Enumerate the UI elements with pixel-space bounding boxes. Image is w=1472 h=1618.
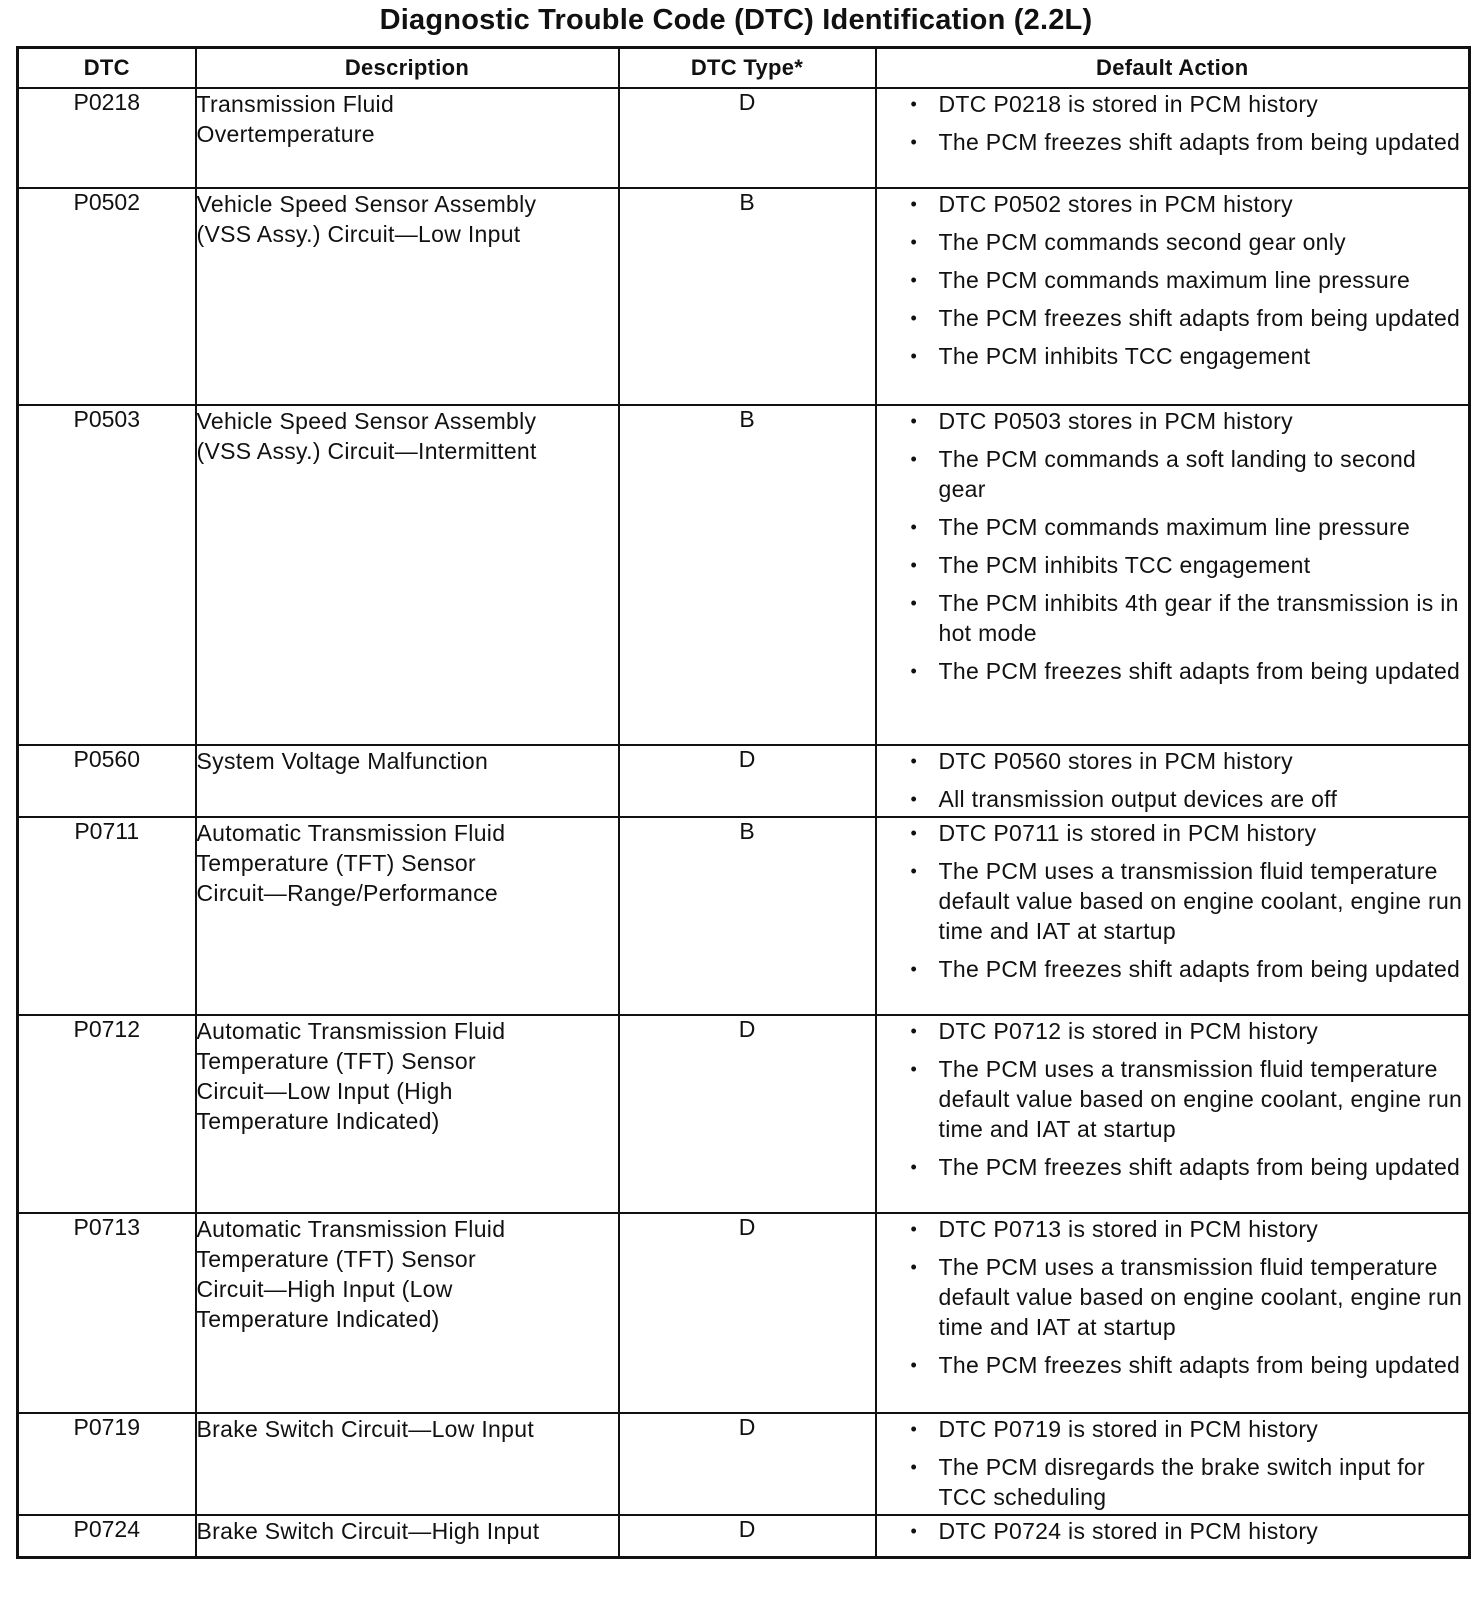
dtc-code-cell: P0711 — [18, 817, 196, 1015]
action-text: DTC P0711 is stored in PCM history — [938, 820, 1317, 846]
action-text: The PCM freezes shift adapts from being updated — [938, 1154, 1461, 1180]
dtc-action-cell — [876, 88, 1470, 188]
action-text: The PCM commands maximum line pressure — [938, 514, 1411, 540]
table-row — [18, 188, 1470, 405]
action-text: DTC P0724 is stored in PCM history — [938, 1518, 1319, 1544]
bullet-icon: • — [910, 751, 918, 771]
dtc-code-cell: P0713 — [18, 1213, 196, 1413]
dtc-description-cell: Automatic Transmission Fluid Temperature (TFT) Sensor Circuit—High Input (Low Temperature Indicated) — [196, 1213, 619, 1413]
list-item — [877, 1214, 1469, 1244]
action-text: The PCM inhibits 4th gear if the transmission is in hot mode — [938, 590, 1459, 646]
list-item — [877, 1252, 1469, 1342]
action-text: The PCM freezes shift adapts from being updated — [938, 1352, 1461, 1378]
bullet-icon: • — [910, 132, 918, 152]
bullet-icon: • — [910, 411, 918, 431]
list-item — [877, 588, 1469, 648]
dtc-type-cell: B — [619, 188, 876, 405]
bullet-icon: • — [910, 823, 918, 843]
list-item — [877, 1516, 1469, 1546]
bullet-icon: • — [910, 94, 918, 114]
list-item — [877, 341, 1469, 371]
list-item — [877, 818, 1469, 848]
table-row — [18, 817, 1470, 1015]
action-text: The PCM uses a transmission fluid temperature default value based on engine coolant, engine run time and IAT at startup — [938, 1254, 1463, 1340]
action-text: DTC P0713 is stored in PCM history — [938, 1216, 1319, 1242]
dtc-description-cell: System Voltage Malfunction — [196, 745, 619, 817]
dtc-action-cell — [876, 1015, 1470, 1213]
bullet-icon: • — [910, 1157, 918, 1177]
action-text: The PCM inhibits TCC engagement — [938, 552, 1311, 578]
action-text: The PCM freezes shift adapts from being updated — [938, 305, 1461, 331]
table-row — [18, 1515, 1470, 1557]
bullet-icon: • — [910, 449, 918, 469]
bullet-icon: • — [910, 1021, 918, 1041]
action-list — [877, 1414, 1469, 1512]
dtc-description-cell: Transmission Fluid Overtemperature — [196, 88, 619, 188]
dtc-code-cell: P0502 — [18, 188, 196, 405]
dtc-action-cell — [876, 1515, 1470, 1557]
action-list — [877, 1016, 1469, 1182]
list-item — [877, 444, 1469, 504]
dtc-description-cell: Vehicle Speed Sensor Assembly (VSS Assy.) Circuit—Low Input — [196, 188, 619, 405]
list-item — [877, 784, 1469, 814]
action-text: The PCM commands maximum line pressure — [938, 267, 1411, 293]
dtc-action-cell — [876, 405, 1470, 745]
bullet-icon: • — [910, 1219, 918, 1239]
dtc-code-cell: P0560 — [18, 745, 196, 817]
table-row — [18, 1413, 1470, 1515]
list-item — [877, 954, 1469, 984]
bullet-icon: • — [910, 789, 918, 809]
action-text: DTC P0560 stores in PCM history — [938, 748, 1293, 774]
action-list — [877, 818, 1469, 984]
dtc-code-cell: P0712 — [18, 1015, 196, 1213]
list-item — [877, 1350, 1469, 1380]
action-text: DTC P0502 stores in PCM history — [938, 191, 1293, 217]
list-item — [877, 1452, 1469, 1512]
action-text: All transmission output devices are off — [938, 786, 1338, 812]
dtc-action-cell — [876, 745, 1470, 817]
page-title: Diagnostic Trouble Code (DTC) Identification (2.2L) — [379, 4, 1093, 36]
dtc-type-cell: D — [619, 1213, 876, 1413]
action-text: DTC P0719 is stored in PCM history — [938, 1416, 1319, 1442]
table-row — [18, 405, 1470, 745]
bullet-icon: • — [910, 1257, 918, 1277]
bullet-icon: • — [910, 861, 918, 881]
bullet-icon: • — [910, 194, 918, 214]
dtc-action-cell — [876, 817, 1470, 1015]
dtc-action-cell — [876, 1413, 1470, 1515]
action-text: The PCM inhibits TCC engagement — [938, 343, 1311, 369]
header-description: Description — [196, 48, 619, 89]
bullet-icon: • — [910, 308, 918, 328]
list-item — [877, 856, 1469, 946]
dtc-type-cell: D — [619, 88, 876, 188]
dtc-description-cell: Automatic Transmission Fluid Temperature (TFT) Sensor Circuit—Low Input (High Temperature Indicated) — [196, 1015, 619, 1213]
action-text: The PCM freezes shift adapts from being updated — [938, 956, 1461, 982]
action-text: The PCM freezes shift adapts from being updated — [938, 129, 1461, 155]
list-item — [877, 303, 1469, 333]
action-text: The PCM commands second gear only — [938, 229, 1346, 255]
list-item — [877, 1054, 1469, 1144]
dtc-description-cell: Brake Switch Circuit—High Input — [196, 1515, 619, 1557]
table-body — [18, 88, 1470, 1557]
header-action: Default Action — [876, 48, 1470, 89]
list-item — [877, 189, 1469, 219]
bullet-icon: • — [910, 593, 918, 613]
bullet-icon: • — [910, 959, 918, 979]
dtc-type-cell: B — [619, 817, 876, 1015]
dtc-code-cell: P0724 — [18, 1515, 196, 1557]
list-item — [877, 1152, 1469, 1182]
dtc-table — [16, 46, 1471, 1559]
header-row — [18, 48, 1470, 89]
action-list — [877, 1516, 1469, 1546]
list-item — [877, 227, 1469, 257]
list-item — [877, 1414, 1469, 1444]
bullet-icon: • — [910, 661, 918, 681]
table-row — [18, 1015, 1470, 1213]
header-dtc: DTC — [18, 48, 196, 89]
action-list — [877, 189, 1469, 371]
bullet-icon: • — [910, 1059, 918, 1079]
action-text: The PCM uses a transmission fluid temperature default value based on engine coolant, engine run time and IAT at startup — [938, 858, 1463, 944]
action-text: The PCM uses a transmission fluid temperature default value based on engine coolant, engine run time and IAT at startup — [938, 1056, 1463, 1142]
dtc-type-cell: D — [619, 1015, 876, 1213]
action-list — [877, 89, 1469, 157]
action-text: DTC P0218 is stored in PCM history — [938, 91, 1319, 117]
list-item — [877, 89, 1469, 119]
action-list — [877, 1214, 1469, 1380]
action-text: DTC P0712 is stored in PCM history — [938, 1018, 1319, 1044]
header-type: DTC Type* — [619, 48, 876, 89]
dtc-code-cell: P0218 — [18, 88, 196, 188]
action-text: The PCM disregards the brake switch input for TCC scheduling — [938, 1454, 1425, 1510]
bullet-icon: • — [910, 1419, 918, 1439]
action-text: DTC P0503 stores in PCM history — [938, 408, 1293, 434]
dtc-type-cell: B — [619, 405, 876, 745]
table-row — [18, 745, 1470, 817]
dtc-description-cell: Brake Switch Circuit—Low Input — [196, 1413, 619, 1515]
bullet-icon: • — [910, 1355, 918, 1375]
dtc-code-cell: P0503 — [18, 405, 196, 745]
action-text: The PCM freezes shift adapts from being updated — [938, 658, 1461, 684]
dtc-action-cell — [876, 1213, 1470, 1413]
list-item — [877, 406, 1469, 436]
bullet-icon: • — [910, 1521, 918, 1541]
table-row — [18, 1213, 1470, 1413]
list-item — [877, 512, 1469, 542]
action-list — [877, 746, 1469, 814]
bullet-icon: • — [910, 232, 918, 252]
list-item — [877, 656, 1469, 686]
dtc-type-cell: D — [619, 745, 876, 817]
bullet-icon: • — [910, 517, 918, 537]
list-item — [877, 550, 1469, 580]
bullet-icon: • — [910, 555, 918, 575]
dtc-description-cell: Vehicle Speed Sensor Assembly (VSS Assy.) Circuit—Intermittent — [196, 405, 619, 745]
bullet-icon: • — [910, 1457, 918, 1477]
dtc-description-cell: Automatic Transmission Fluid Temperature (TFT) Sensor Circuit—Range/Performance — [196, 817, 619, 1015]
action-list — [877, 406, 1469, 686]
action-text: The PCM commands a soft landing to second gear — [938, 446, 1417, 502]
table-row — [18, 88, 1470, 188]
bullet-icon: • — [910, 270, 918, 290]
dtc-code-cell: P0719 — [18, 1413, 196, 1515]
list-item — [877, 265, 1469, 295]
dtc-type-cell: D — [619, 1413, 876, 1515]
dtc-action-cell — [876, 188, 1470, 405]
dtc-type-cell: D — [619, 1515, 876, 1557]
bullet-icon: • — [910, 346, 918, 366]
list-item — [877, 127, 1469, 157]
list-item — [877, 1016, 1469, 1046]
list-item — [877, 746, 1469, 776]
